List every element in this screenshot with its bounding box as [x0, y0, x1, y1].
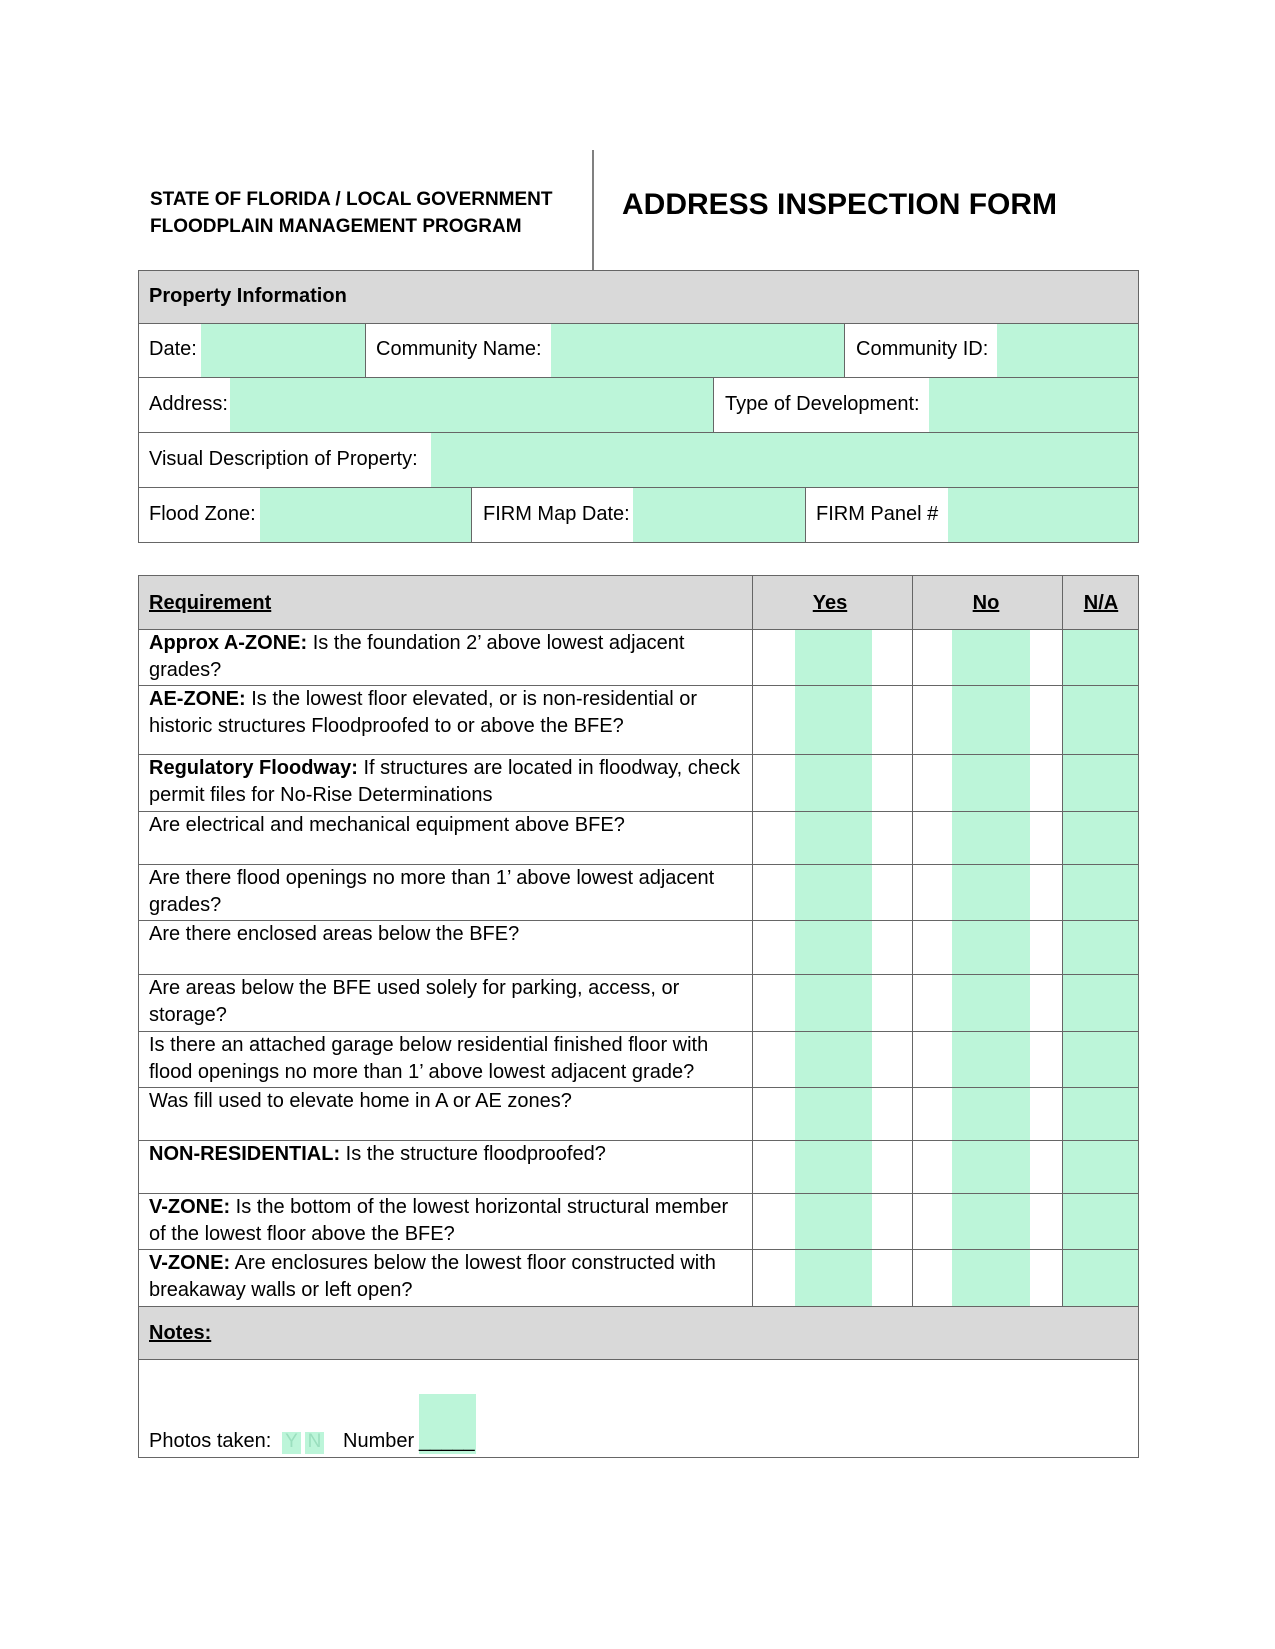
notes-header	[139, 1307, 1138, 1359]
community-id-label: Community ID:	[856, 338, 989, 360]
requirement-text: Is the bottom of the lowest horizontal structural member of the lowest floor above the BFE?	[149, 1196, 729, 1245]
address-label: Address:	[149, 393, 228, 415]
row-divider	[138, 1359, 1139, 1360]
requirement-text: Was fill used to elevate home in A or AE zones?	[149, 1090, 572, 1112]
requirement-zone: V-ZONE:	[149, 1196, 231, 1218]
community-id-field[interactable]	[997, 324, 1138, 377]
yes-header: Yes	[812, 592, 848, 614]
requirement-text: Are areas below the BFE used solely for parking, access, or storage?	[149, 977, 680, 1026]
firm-panel-field[interactable]	[948, 488, 1138, 542]
cell-divider	[844, 324, 845, 377]
property-info-title: Property Information	[149, 285, 347, 307]
requirement-row	[149, 686, 749, 740]
requirement-text: Is the lowest floor elevated, or is non-residential or historic structures Floodproofed to or above the BFE?	[149, 688, 698, 737]
requirement-row	[149, 1250, 749, 1304]
agency-line-1: STATE OF FLORIDA / LOCAL GOVERNMENT	[150, 189, 553, 210]
requirement-text: Are there enclosed areas below the BFE?	[149, 923, 520, 945]
firm-panel-label: FIRM Panel #	[816, 503, 939, 525]
firm-map-date-label: FIRM Map Date:	[483, 503, 630, 525]
photo-number-blank: _____	[419, 1430, 475, 1452]
type-of-development-label: Type of Development:	[725, 393, 920, 415]
requirement-row	[149, 865, 749, 919]
requirement-text: Are electrical and mechanical equipment above BFE?	[149, 814, 625, 836]
requirement-zone: Approx A-ZONE:	[149, 632, 308, 654]
requirement-header: Requirement	[149, 592, 272, 614]
na-answer-column[interactable]	[1063, 630, 1138, 1306]
community-name-field[interactable]	[551, 324, 844, 377]
agency-line-2: FLOODPLAIN MANAGEMENT PROGRAM	[150, 216, 522, 237]
requirement-row	[149, 1141, 749, 1168]
requirement-row	[149, 1088, 749, 1115]
yes-answer-column[interactable]	[795, 630, 872, 1306]
requirement-row	[149, 630, 749, 684]
photos-no-option: N	[307, 1431, 322, 1452]
date-label: Date:	[149, 338, 197, 360]
requirement-text: Is the foundation 2’ above lowest adjacent grades?	[149, 632, 685, 681]
requirement-text: Is there an attached garage below residential finished floor with flood openings no more than 1’ above lowest adjacent grade?	[149, 1034, 709, 1083]
type-of-development-field[interactable]	[929, 378, 1138, 432]
requirement-zone: Regulatory Floodway:	[149, 757, 358, 779]
requirement-text: Are enclosures below the lowest floor constructed with breakaway walls or left open?	[149, 1252, 716, 1301]
notes-label: Notes:	[149, 1322, 212, 1344]
agency-heading	[150, 186, 553, 240]
cell-divider	[713, 378, 714, 432]
cell-divider	[471, 488, 472, 542]
address-field[interactable]	[230, 378, 713, 432]
requirement-row	[149, 812, 749, 839]
photos-taken-label: Photos taken:	[149, 1430, 272, 1452]
cell-divider	[805, 488, 806, 542]
requirement-row	[149, 1194, 749, 1248]
photos-yes-option: Y	[285, 1431, 298, 1452]
requirement-text: Are there flood openings no more than 1’ above lowest adjacent grades?	[149, 867, 715, 916]
flood-zone-field[interactable]	[260, 488, 471, 542]
no-answer-column[interactable]	[952, 630, 1030, 1306]
cell-divider	[365, 324, 366, 377]
requirement-row	[149, 1032, 749, 1086]
requirement-zone: NON-RESIDENTIAL:	[149, 1143, 341, 1165]
form-title: ADDRESS INSPECTION FORM	[622, 188, 1058, 221]
requirement-text: Is the structure floodproofed?	[340, 1143, 606, 1165]
requirement-zone: AE-ZONE:	[149, 688, 246, 710]
firm-map-date-field[interactable]	[633, 488, 805, 542]
visual-description-label: Visual Description of Property:	[149, 448, 418, 470]
date-field[interactable]	[201, 324, 365, 377]
requirement-text: If structures are located in floodway, check permit files for No-Rise Determinations	[149, 757, 740, 806]
photo-number-label: Number	[343, 1430, 415, 1452]
flood-zone-label: Flood Zone:	[149, 503, 256, 525]
header-divider	[592, 150, 594, 272]
requirement-zone: V-ZONE:	[149, 1252, 231, 1274]
community-name-label: Community Name:	[376, 338, 542, 360]
requirement-row	[149, 975, 749, 1029]
no-header: No	[972, 592, 1000, 614]
na-header: N/A	[1083, 592, 1119, 614]
requirement-row	[149, 921, 749, 948]
visual-description-field[interactable]	[431, 433, 1138, 487]
requirement-row	[149, 755, 749, 809]
